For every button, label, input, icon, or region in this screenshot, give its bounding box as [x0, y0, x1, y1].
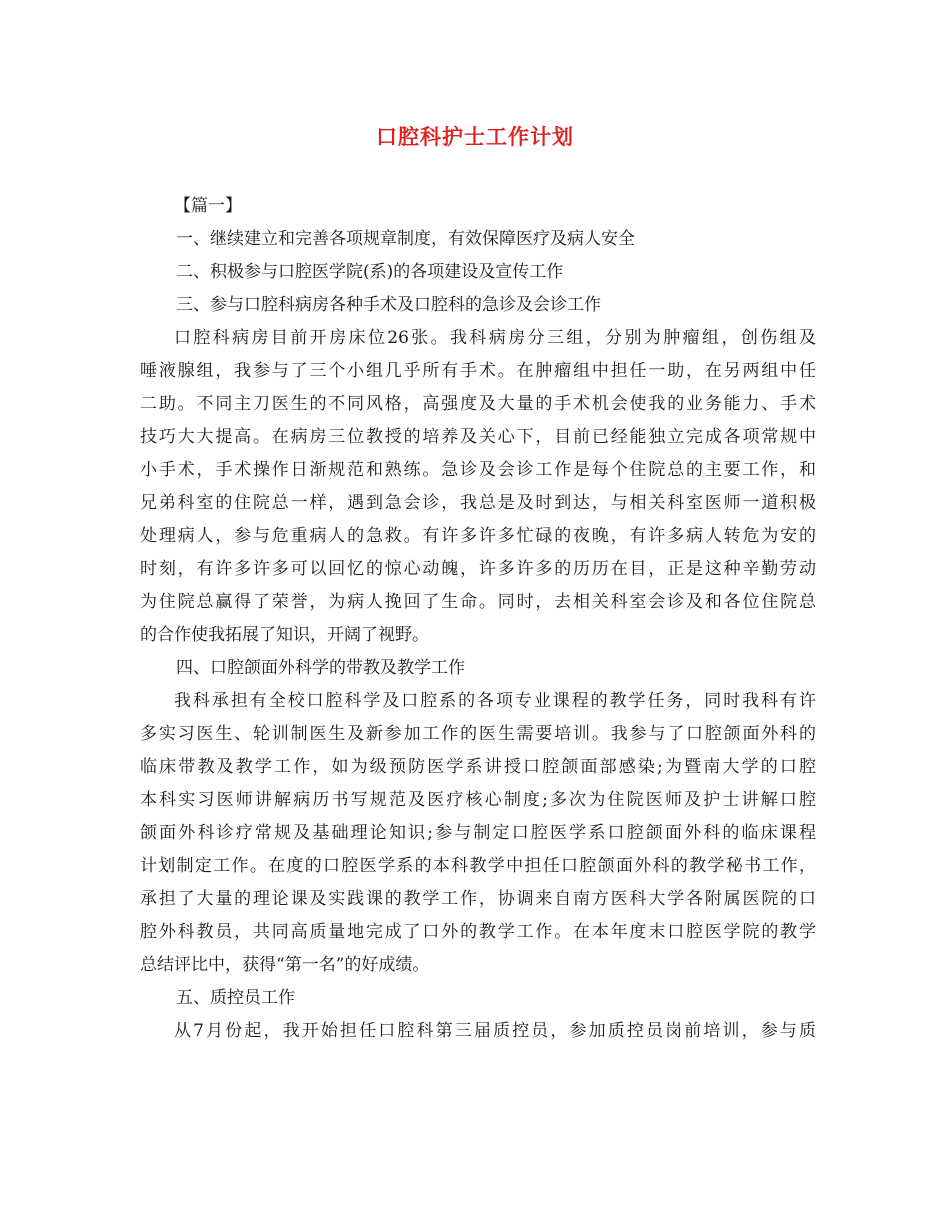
paragraph-line: 二助。不同主刀医生的不同风格，高强度及大量的手术机会使我的业务能力、手术	[140, 394, 816, 414]
paragraph-line: 口腔科病房目前开房床位26张。我科病房分三组，分别为肿瘤组，创伤组及	[174, 328, 816, 348]
paragraph-line: 唾液腺组，我参与了三个小组几乎所有手术。在肿瘤组中担任一助，在另两组中任	[140, 361, 816, 381]
paragraph-line: 我科承担有全校口腔科学及口腔系的各项专业课程的教学任务，同时我科有许	[174, 691, 816, 711]
paragraph-line: 小手术，手术操作日渐规范和熟练。急诊及会诊工作是每个住院总的主要工作，和	[140, 460, 816, 480]
paragraph-line: 总结评比中，获得“第一名”的好成绩。	[140, 955, 430, 975]
paragraph-line: 从7月份起，我开始担任口腔科第三届质控员，参加质控员岗前培训，参与质	[174, 1021, 816, 1041]
paragraph-line: 承担了大量的理论课及实践课的教学工作，协调来自南方医科大学各附属医院的口	[140, 889, 816, 909]
document-title: 口腔科护士工作计划	[376, 124, 574, 149]
section-label: 【篇一】	[174, 196, 242, 216]
paragraph-line: 的合作使我拓展了知识，开阔了视野。	[140, 625, 429, 645]
paragraph-line: 时刻，有许多许多可以回忆的惊心动魄，许多许多的历历在目，正是这种辛勤劳动	[140, 559, 816, 579]
heading-item-1: 一、继续建立和完善各项规章制度，有效保障医疗及病人安全	[176, 229, 635, 249]
heading-item-2: 二、积极参与口腔医学院(系)的各项建设及宣传工作	[176, 262, 564, 282]
document-body	[140, 190, 816, 1048]
paragraph-line: 腔外科教员，共同高质量地完成了口外的教学工作。在本年度末口腔医学院的教学	[140, 922, 816, 942]
paragraph-line: 本科实习医师讲解病历书写规范及医疗核心制度;多次为住院医师及护士讲解口腔	[140, 790, 816, 810]
paragraph-line: 颌面外科诊疗常规及基础理论知识;参与制定口腔医学系口腔颌面外科的临床课程	[140, 823, 816, 843]
heading-item-4: 四、口腔颌面外科学的带教及教学工作	[176, 658, 465, 678]
paragraph-line: 技巧大大提高。在病房三位教授的培养及关心下，目前已经能独立完成各项常规中	[140, 427, 816, 447]
paragraph-line: 处理病人，参与危重病人的急救。有许多许多忙碌的夜晚，有许多病人转危为安的	[140, 526, 816, 546]
paragraph-line: 临床带教及教学工作，如为级预防医学系讲授口腔颌面部感染;为暨南大学的口腔	[140, 757, 816, 777]
heading-item-3: 三、参与口腔科病房各种手术及口腔科的急诊及会诊工作	[176, 295, 601, 315]
heading-item-5: 五、质控员工作	[176, 988, 295, 1008]
paragraph-line: 兄弟科室的住院总一样，遇到急会诊，我总是及时到达，与相关科室医师一道积极	[140, 493, 816, 513]
paragraph-line: 多实习医生、轮训制医生及新参加工作的医生需要培训。我参与了口腔颌面外科的	[140, 724, 816, 744]
paragraph-line: 计划制定工作。在度的口腔医学系的本科教学中担任口腔颌面外科的教学秘书工作，	[140, 856, 816, 876]
paragraph-line: 为住院总赢得了荣誉，为病人挽回了生命。同时，去相关科室会诊及和各位住院总	[140, 592, 816, 612]
